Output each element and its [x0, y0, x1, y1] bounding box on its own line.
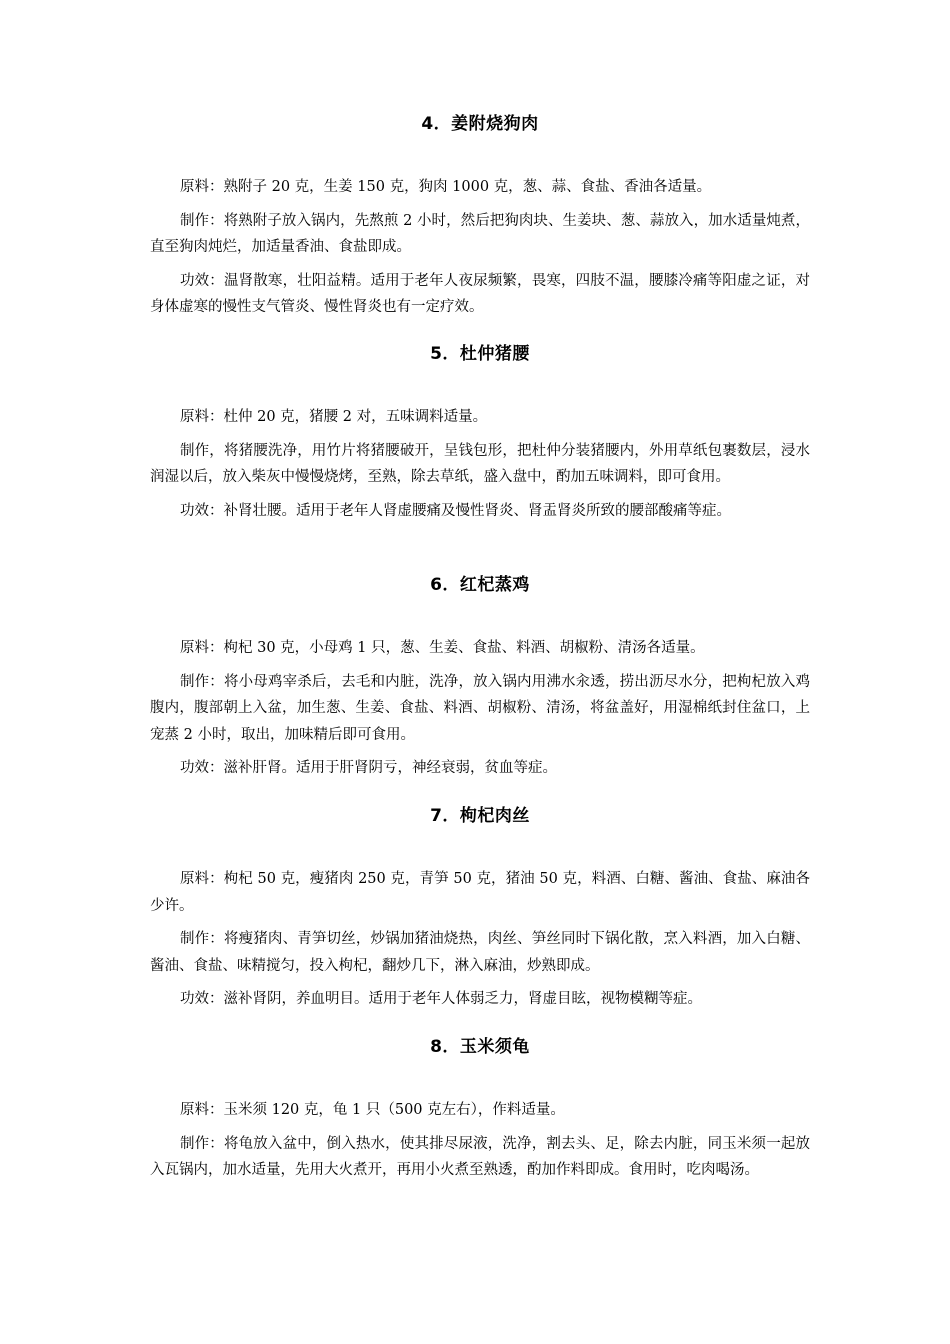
section-heading: 5．杜仲猪腰 [430, 344, 530, 364]
paragraph-label: 制作： [180, 931, 224, 947]
recipe-section-4 [150, 112, 810, 328]
paragraph-text: 将瘦猪肉、青笋切丝，炒锅加猪油烧热，肉丝、笋丝同时下锅化散，烹入料酒，加入白糖、酱油、食盐、味精搅匀，投入枸杞，翻炒几下，淋入麻油，炒熟即成。 [150, 931, 811, 974]
effect-paragraph [150, 268, 810, 321]
paragraph-text: 温肾散寒，壮阳益精。适用于老年人夜尿频繁，畏寒，四肢不温，腰膝冷痛等阳虚之证，对身体虚寒的慢性支气管炎、慢性肾炎也有一定疗效。 [150, 272, 811, 315]
paragraph-text: 玉米须 120 克，龟 1 只（500 克左右），作料适量。 [223, 1102, 565, 1118]
paragraph-text: 枸杞 30 克，小母鸡 1 只，葱、生姜、食盐、料酒、胡椒粉、清汤各适量。 [223, 640, 705, 656]
paragraph-text: 熟附子 20 克，生姜 150 克，狗肉 1000 克，葱、蒜、食盐、香油各适量。 [223, 179, 712, 195]
method-paragraph [150, 438, 810, 491]
section-heading: 7．枸杞肉丝 [430, 806, 530, 826]
paragraph-label: 原料： [180, 1102, 224, 1118]
effect-paragraph [150, 498, 810, 525]
section-heading: 4．姜附烧狗肉 [421, 114, 539, 134]
method-paragraph [150, 669, 810, 749]
recipe-section-7 [150, 804, 810, 1020]
paragraph-text: 滋补肝肾。适用于肝肾阴亏，神经衰弱，贫血等症。 [223, 760, 557, 776]
paragraph-label: 功效： [180, 991, 224, 1007]
paragraph-label: 原料： [180, 409, 224, 425]
paragraph-text: 将熟附子放入锅内，先熬煎 2 小时，然后把狗肉块、生姜块、葱、蒜放入，加水适量炖煮，直至狗肉炖烂，加适量香油、食盐即成。 [150, 212, 810, 255]
paragraph-text: 将小母鸡宰杀后，去毛和内脏，洗净，放入锅内用沸水汆透，捞出沥尽水分，把枸杞放入鸡腹内，腹部朝上入盆，加生葱、生姜、食盐、料酒、胡椒粉、清汤，将盆盖好，用湿棉纸封住盆口，上宠蒸 2 小时，取出，加味精后即可食用。 [150, 673, 811, 743]
ingredients-paragraph [150, 404, 810, 431]
paragraph-text: 将龟放入盆中，倒入热水，使其排尽尿液，洗净，割去头、足，除去内脏，同玉米须一起放入瓦锅内，加水适量，先用大火煮开，再用小火煮至熟透，酌加作料即成。食用时，吃肉喝汤。 [150, 1135, 811, 1178]
paragraph-label: 制作， [180, 442, 224, 459]
effect-paragraph [150, 755, 810, 782]
ingredients-paragraph [150, 635, 810, 662]
paragraph-label: 功效： [180, 272, 224, 289]
paragraph-label: 制作： [180, 1135, 224, 1152]
recipe-section-5 [150, 342, 810, 531]
recipe-section-6 [150, 573, 810, 789]
method-paragraph [150, 926, 810, 979]
paragraph-text: 杜仲 20 克，猪腰 2 对，五味调料适量。 [223, 409, 488, 425]
paragraph-label: 原料： [180, 179, 224, 195]
section-heading: 8．玉米须龟 [430, 1037, 530, 1057]
paragraph-text: 补肾壮腰。适用于老年人肾虚腰痛及慢性肾炎、肾盂肾炎所致的腰部酸痛等症。 [223, 502, 731, 519]
paragraph-label: 制作： [180, 212, 224, 229]
recipe-section-8 [150, 1035, 810, 1191]
method-paragraph [150, 208, 810, 261]
paragraph-label: 制作： [180, 673, 224, 690]
ingredients-paragraph [150, 1097, 810, 1124]
ingredients-paragraph [150, 174, 810, 201]
section-heading: 6．红杞蒸鸡 [430, 575, 530, 595]
method-paragraph [150, 1131, 810, 1184]
paragraph-text: 滋补肾阴，养血明目。适用于老年人体弱乏力，肾虚目眩，视物模糊等症。 [223, 991, 702, 1007]
paragraph-label: 原料： [180, 640, 224, 656]
paragraph-label: 功效： [180, 502, 224, 519]
effect-paragraph [150, 986, 810, 1013]
paragraph-label: 功效： [180, 760, 224, 776]
paragraph-text: 将猪腰洗净，用竹片将猪腰破开，呈钱包形，把杜仲分装猪腰内，外用草纸包裹数层，浸水润湿以后，放入柴灰中慢慢烧烤，至熟，除去草纸，盛入盘中，酌加五味调料，即可食用。 [150, 442, 811, 485]
paragraph-text: 枸杞 50 克，瘦猪肉 250 克，青笋 50 克，猪油 50 克，料酒、白糖、酱油、食盐、麻油各少许。 [150, 871, 810, 914]
ingredients-paragraph [150, 866, 810, 919]
paragraph-label: 原料： [180, 871, 224, 887]
